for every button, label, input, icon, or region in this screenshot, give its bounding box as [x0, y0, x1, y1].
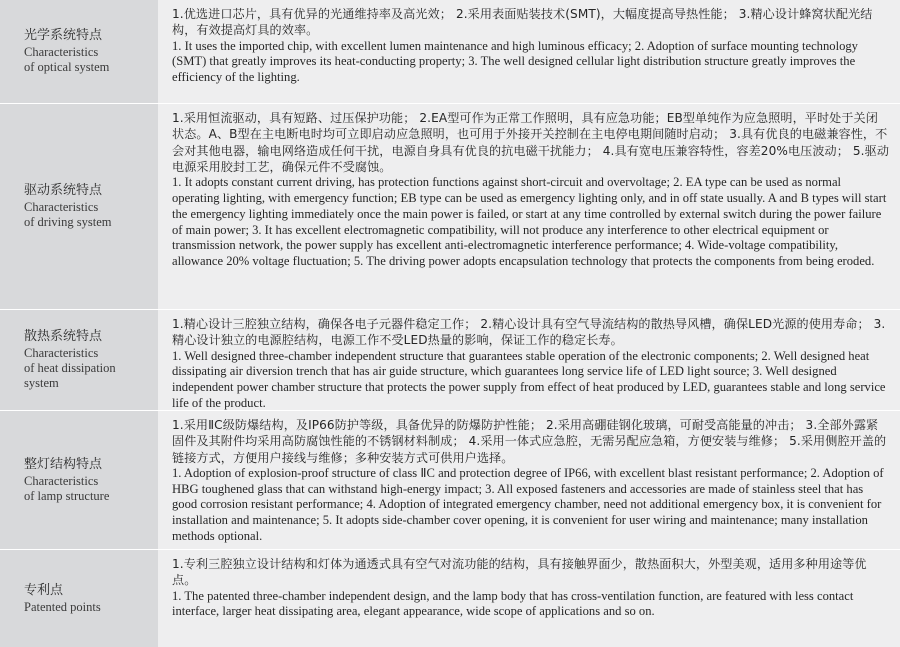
content-zh: 1.专利三腔独立设计结构和灯体为通透式具有空气对流功能的结构，具有接触界面少，散热面积大，外型美观，适用多种用途等优点。 — [172, 557, 867, 588]
content-en: 1. The patented three-chamber independent design, and the lamp body that has cross-ventilation function, are featured with less contact interface, larger heat dissipating area, elegant appearance, wide scope of applications and so on. — [172, 588, 854, 619]
row-lamp-structure — [0, 411, 900, 550]
row-patented-points — [0, 550, 900, 647]
row-label — [0, 104, 158, 309]
row-label — [0, 0, 158, 103]
row-optical-system — [0, 0, 900, 104]
label-zh: 驱动系统特点 — [24, 183, 103, 198]
content-zh: 1.优选进口芯片，具有优异的光通维持率及高光效； 2.采用表面贴装技术(SMT)，大幅度提高导热性能； 3.精心设计蜂窝状配光结构，有效提高灯具的效率。 — [172, 7, 873, 38]
content-en: 1. It uses the imported chip, with excellent lumen maintenance and high luminous efficacy; 2. Adoption of surface mounting technology (SMT) that greatly improves its heat-conducting property; 3. The well designed cellular light distribution structure greatly improves the efficiency of the lighting. — [172, 38, 858, 85]
content-en: 1. Adoption of explosion-proof structure of class ⅡC and protection degree of IP66, with excellent blast resistant performance; 2. Adoption of HBG toughened glass that can withstand high-energy impact; 3. All exposed fasteners and accessories are made of stainless steel that has good corrosion resistant performance; 4. Adoption of integrated emergency chamber, need not additional emergency box, it is convenient for installation and maintenance; 5. It adopts side-chamber cover opening, it is convenient for user wiring and maintenance; many installation methods optional. — [172, 465, 884, 544]
label-en: system — [24, 376, 59, 390]
label-en: Characteristics — [24, 45, 99, 59]
label-en: Patented points — [24, 599, 101, 614]
content-en: 1. Well designed three-chamber independent structure that guarantees stable operation of the electronic components; 2. Well designed heat dissipating air diversion trench that has air guide structure, which guarantees long service life of LED light source; 3. Well designed independent power chamber structure that protects the power supply from effect of heat produced by LED, guarantees stable and long service life of the product. — [172, 348, 886, 410]
label-en: of heat dissipation — [24, 361, 116, 375]
content-en: 1. It adopts constant current driving, has protection functions against short-circuit and overvoltage; 2. EA type can be used as normal operating lighting, with emergency function; EB type can be used as emergency lighting only, and in off state usually. A and B types will start the emergency lighting immediately once the main power is failed, or start at any time controlled by external switch during the power failure of main power; 3. It has excellent electromagnetic compatibility, will not produce any interference to other electrical equipment or transmission network, the power supply has excellent anti-electromagnetic interference performance; 4. Wide-voltage compatibility, allowance 20% voltage fluctuation; 5. The driving power adopts encapsulation technology that protects the components from being eroded. — [172, 175, 887, 269]
label-en: of optical system — [24, 60, 110, 74]
row-driving-system — [0, 104, 900, 310]
row-content — [158, 550, 900, 647]
row-content — [158, 411, 900, 549]
content-zh: 1.采用恒流驱动，具有短路、过压保护功能； 2.EA型可作为正常工作照明，具有应急功能；EB型单纯作为应急照明，平时处于关闭状态。A、B型在主电断电时均可立即启动应急照明，也可用于外接开关控制在主电停电期间随时启动； 3.具有优良的电磁兼容性，不会对其他电器，输电网络造成任何干扰，电源自身具有优良的抗电磁干扰能力； 4.具有宽电压兼容特性，容差20%电压波动； 5.驱动电源采用胶封工艺，确保元件不受腐蚀。 — [172, 111, 890, 174]
label-en: of driving system — [24, 215, 112, 229]
label-zh: 整灯结构特点 — [24, 456, 103, 472]
row-label — [0, 310, 158, 410]
row-content — [158, 104, 900, 309]
row-label — [0, 411, 158, 549]
label-en: Characteristics — [24, 346, 99, 360]
content-zh: 1.采用ⅡC级防爆结构，及IP66防护等级，具备优异的防爆防护性能； 2.采用高硼硅钢化玻璃，可耐受高能量的冲击； 3.全部外露紧固件及其附件均采用高防腐蚀性能的不锈钢材料制成； 4.采用一体式应急腔，无需另配应急箱，方便安装与维修； 5.采用侧腔开盖的链接方式，方便用户接线与维修；多种安装方式可供用户选择。 — [172, 418, 887, 465]
label-en: Characteristics — [24, 473, 99, 488]
row-content — [158, 0, 900, 103]
label-en: of lamp structure — [24, 488, 110, 503]
row-heat-dissipation — [0, 310, 900, 411]
label-en: Characteristics — [24, 200, 99, 214]
label-zh: 光学系统特点 — [24, 28, 103, 43]
row-content — [158, 310, 900, 410]
content-zh: 1.精心设计三腔独立结构，确保各电子元器件稳定工作； 2.精心设计具有空气导流结构的散热导风槽，确保LED光源的使用寿命； 3.精心设计独立的电源腔结构，电源工作不受LED热量的影响，保证工作的稳定长寿。 — [172, 317, 886, 348]
label-zh: 散热系统特点 — [24, 329, 103, 344]
label-zh: 专利点 — [24, 582, 64, 598]
row-label — [0, 550, 158, 647]
